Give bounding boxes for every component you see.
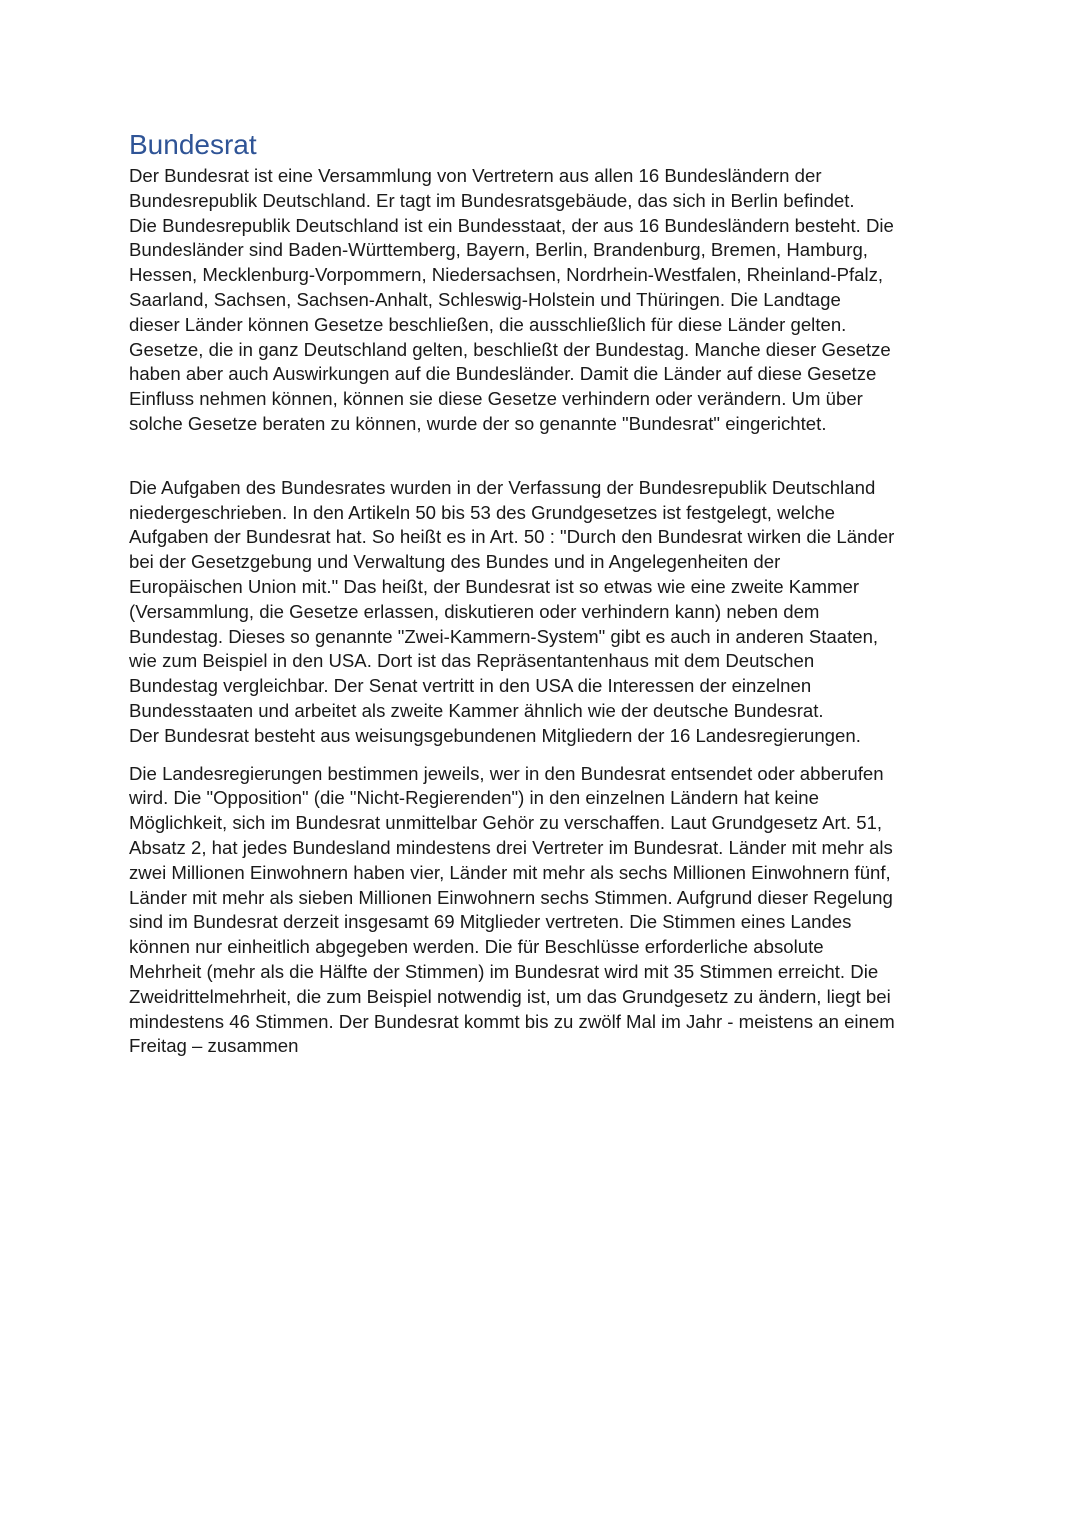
text-line: wie zum Beispiel in den USA. Dort ist das Repräsentantenhaus mit dem Deutschen [129,650,815,672]
paragraph-spacer [129,437,959,476]
text-line: solche Gesetze beraten zu können, wurde der so genannte "Bundesrat" eingerichtet. [129,412,827,434]
text-line: sind im Bundesrat derzeit insgesamt 69 Mitglieder vertreten. Die Stimmen eines Landes [129,911,852,933]
text-line: Der Bundesrat besteht aus weisungsgebundenen Mitgliedern der 16 Landesregierungen. [129,724,861,746]
text-line: Bundesrepublik Deutschland. Er tagt im Bundesratsgebäude, das sich in Berlin befindet. [129,189,855,211]
text-line: Saarland, Sachsen, Sachsen-Anhalt, Schleswig-Holstein und Thüringen. Die Landtage [129,288,841,310]
text-line: Mehrheit (mehr als die Hälfte der Stimmen) im Bundesrat wird mit 35 Stimmen erreicht. Die [129,960,879,982]
text-line: Bundestag. Dieses so genannte "Zwei-Kammern-System" gibt es auch in anderen Staaten, [129,625,879,647]
document-page [129,127,959,1059]
text-line: Der Bundesrat ist eine Versammlung von Vertretern aus allen 16 Bundesländern der [129,165,822,186]
document-title: Bundesrat [129,129,257,160]
text-line: zwei Millionen Einwohnern haben vier, Länder mit mehr als sechs Millionen Einwohnern fünf, [129,861,891,883]
text-line: Gesetze, die in ganz Deutschland gelten, beschließt der Bundestag. Manche dieser Gesetze [129,338,891,360]
paragraph-intro [129,164,959,437]
text-line: Die Bundesrepublik Deutschland ist ein Bundesstaat, der aus 16 Bundesländern besteht. Die [129,214,894,236]
text-line: Die Aufgaben des Bundesrates wurden in der Verfassung der Bundesrepublik Deutschland [129,476,876,498]
text-line: Bundesstaaten und arbeitet als zweite Kammer ähnlich wie der deutsche Bundesrat. [129,699,824,721]
text-line: mindestens 46 Stimmen. Der Bundesrat kommt bis zu zwölf Mal im Jahr - meistens an einem [129,1010,895,1032]
text-line: Die Landesregierungen bestimmen jeweils, wer in den Bundesrat entsendet oder abberufen [129,762,884,784]
text-line: Freitag – zusammen [129,1035,299,1057]
paragraph-tasks [129,476,959,749]
text-line: haben aber auch Auswirkungen auf die Bundesländer. Damit die Länder auf diese Gesetze [129,363,877,385]
text-line: (Versammlung, die Gesetze erlassen, diskutieren oder verhindern kann) neben dem [129,600,820,622]
text-line: Aufgaben der Bundesrat hat. So heißt es in Art. 50 : "Durch den Bundesrat wirken die Länder [129,526,895,548]
text-line: dieser Länder können Gesetze beschließen, die ausschließlich für diese Länder gelten. [129,313,847,335]
text-line: Europäischen Union mit." Das heißt, der Bundesrat ist so etwas wie eine zweite Kammer [129,575,860,597]
text-line: Länder mit mehr als sieben Millionen Einwohnern sechs Stimmen. Aufgrund dieser Regelung [129,886,893,908]
text-line: Bundestag vergleichbar. Der Senat vertritt in den USA die Interessen der einzelnen [129,675,812,697]
text-line: Hessen, Mecklenburg-Vorpommern, Niedersachsen, Nordrhein-Westfalen, Rheinland-Pfalz, [129,264,884,286]
text-line: wird. Die "Opposition" (die "Nicht-Regierenden") in den einzelnen Ländern hat keine [129,787,819,809]
text-line: niedergeschrieben. In den Artikeln 50 bis 53 des Grundgesetzes ist festgelegt, welche [129,501,835,523]
text-line: Bundesländer sind Baden-Württemberg, Bayern, Berlin, Brandenburg, Bremen, Hamburg, [129,239,868,261]
text-line: Zweidrittelmehrheit, die zum Beispiel notwendig ist, um das Grundgesetz zu ändern, liegt bei [129,985,891,1007]
text-line: Einfluss nehmen können, können sie diese Gesetze verhindern oder verändern. Um über [129,388,863,410]
paragraph-spacer [129,749,959,762]
text-line: Möglichkeit, sich im Bundesrat unmittelbar Gehör zu verschaffen. Laut Grundgesetz Art. 51, [129,812,883,834]
text-line: bei der Gesetzgebung und Verwaltung des Bundes und in Angelegenheiten der [129,551,781,573]
paragraph-composition [129,762,959,1060]
text-line: Absatz 2, hat jedes Bundesland mindestens drei Vertreter im Bundesrat. Länder mit mehr als [129,836,893,858]
text-line: können nur einheitlich abgegeben werden. Die für Beschlüsse erforderliche absolute [129,936,824,958]
